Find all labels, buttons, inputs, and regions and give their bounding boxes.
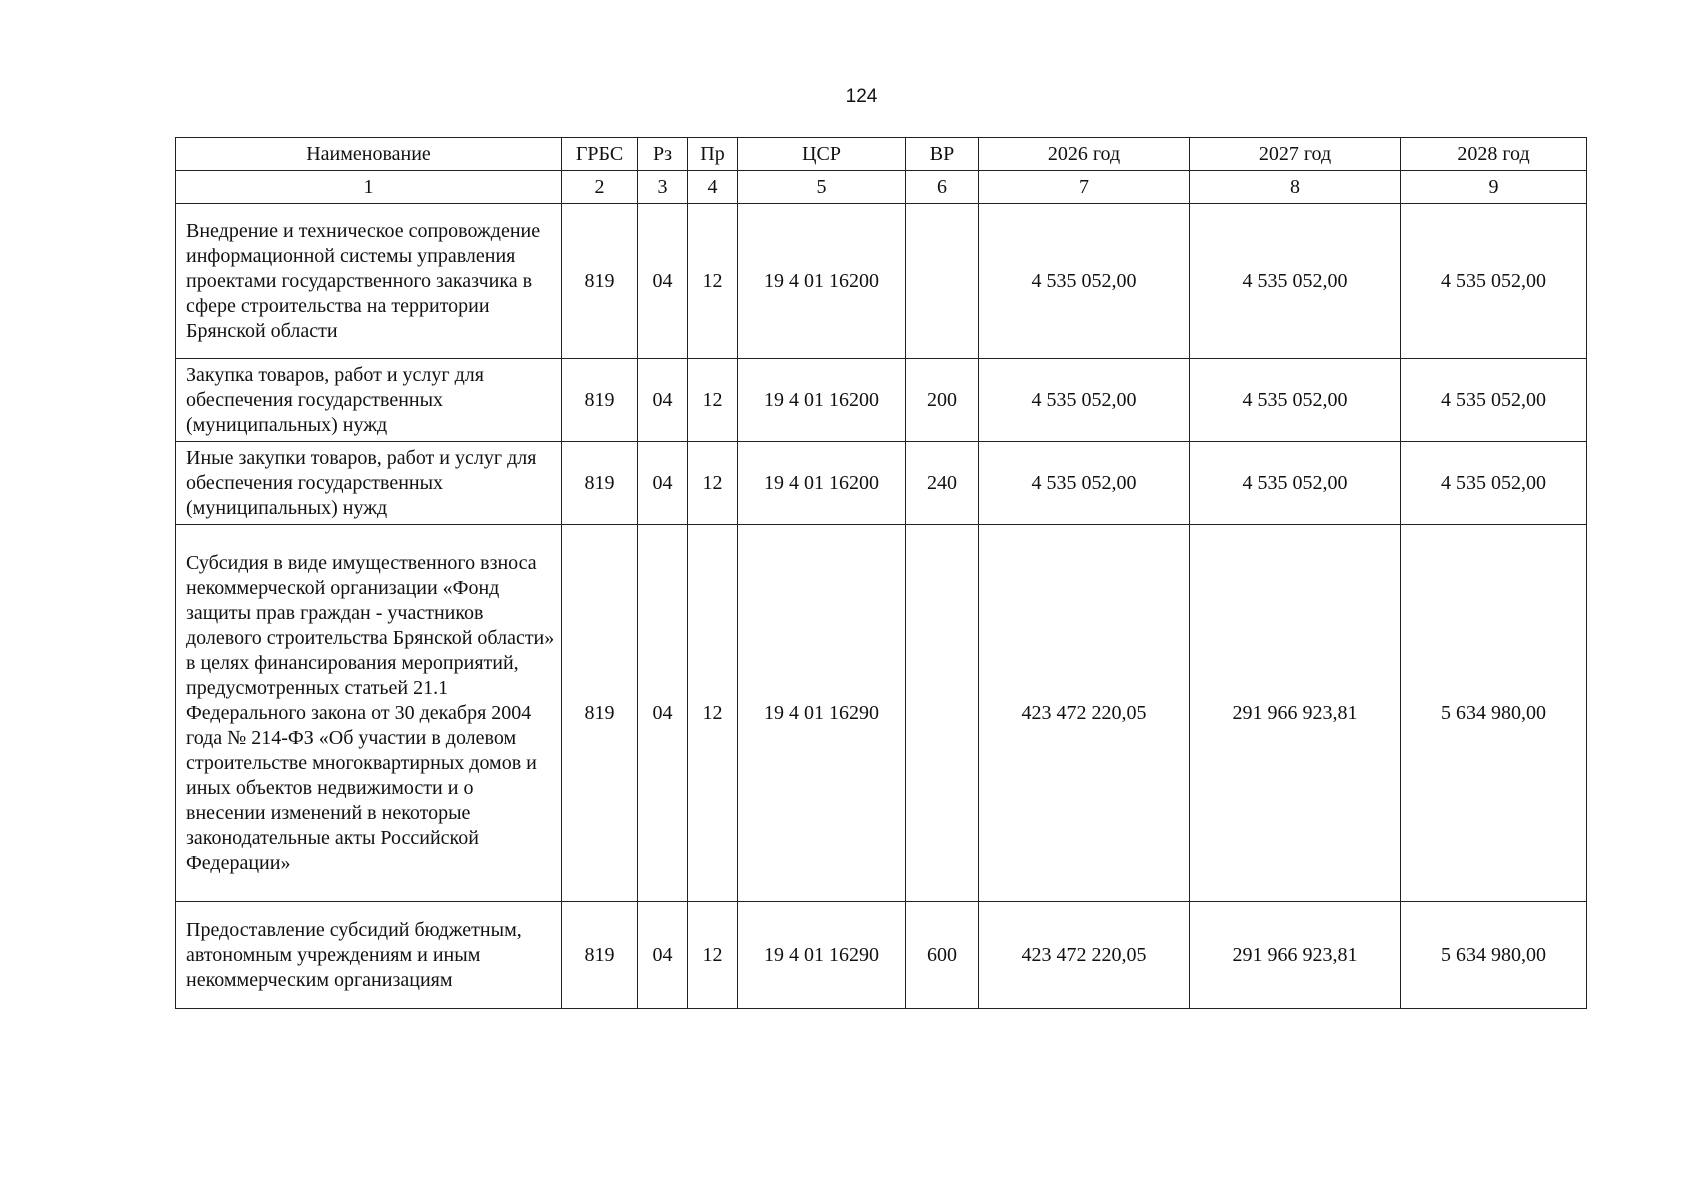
header-rz: Рз xyxy=(638,138,688,171)
column-number: 7 xyxy=(979,171,1190,204)
row-2026: 423 472 220,05 xyxy=(979,525,1190,902)
budget-table xyxy=(175,137,1587,1009)
row-vr xyxy=(906,204,979,359)
row-vr xyxy=(906,525,979,902)
column-number: 4 xyxy=(688,171,738,204)
row-rz: 04 xyxy=(638,902,688,1009)
row-name: Иные закупки товаров, работ и услуг для обеспечения государственных (муниципальных) нужд xyxy=(176,442,562,525)
row-rz: 04 xyxy=(638,442,688,525)
row-rz: 04 xyxy=(638,359,688,442)
row-pr: 12 xyxy=(688,359,738,442)
page-number: 124 xyxy=(845,86,878,107)
header-csr: ЦСР xyxy=(738,138,906,171)
row-name: Субсидия в виде имущественного взноса некоммерческой организации «Фонд защиты прав граждан - участников долевого строительства Брянской области» в целях финансирования мероприятий, предусмотренных статьей 21.1 Федерального закона от 30 декабря 2004 года № 214-ФЗ «Об участии в долевом строительстве многоквартирных домов и иных объектов недвижимости и о внесении изменений в некоторые законодательные акты Российской Федерации» xyxy=(176,525,562,902)
header-row xyxy=(176,138,1587,171)
row-grbs: 819 xyxy=(562,359,638,442)
column-number: 9 xyxy=(1401,171,1587,204)
row-2027: 4 535 052,00 xyxy=(1190,359,1401,442)
row-pr: 12 xyxy=(688,442,738,525)
row-2027: 291 966 923,81 xyxy=(1190,525,1401,902)
row-2027: 4 535 052,00 xyxy=(1190,442,1401,525)
row-2026: 4 535 052,00 xyxy=(979,359,1190,442)
header-pr: Пр xyxy=(688,138,738,171)
row-grbs: 819 xyxy=(562,442,638,525)
row-csr: 19 4 01 16200 xyxy=(738,204,906,359)
row-grbs: 819 xyxy=(562,525,638,902)
row-2027: 291 966 923,81 xyxy=(1190,902,1401,1009)
column-number: 2 xyxy=(562,171,638,204)
row-vr: 200 xyxy=(906,359,979,442)
row-name: Предоставление субсидий бюджетным, автономным учреждениям и иным некоммерческим организациям xyxy=(176,902,562,1009)
row-rz: 04 xyxy=(638,525,688,902)
header-2026: 2026 год xyxy=(979,138,1190,171)
table-row xyxy=(176,442,1587,525)
column-number: 1 xyxy=(176,171,562,204)
header-grbs: ГРБС xyxy=(562,138,638,171)
row-vr: 600 xyxy=(906,902,979,1009)
row-csr: 19 4 01 16200 xyxy=(738,442,906,525)
row-name: Закупка товаров, работ и услуг для обеспечения государственных (муниципальных) нужд xyxy=(176,359,562,442)
header-2027: 2027 год xyxy=(1190,138,1401,171)
column-number-row xyxy=(176,171,1587,204)
row-pr: 12 xyxy=(688,902,738,1009)
row-pr: 12 xyxy=(688,204,738,359)
row-2026: 4 535 052,00 xyxy=(979,204,1190,359)
row-2028: 4 535 052,00 xyxy=(1401,204,1587,359)
row-grbs: 819 xyxy=(562,204,638,359)
column-number: 3 xyxy=(638,171,688,204)
row-rz: 04 xyxy=(638,204,688,359)
header-2028: 2028 год xyxy=(1401,138,1587,171)
row-csr: 19 4 01 16200 xyxy=(738,359,906,442)
row-2027: 4 535 052,00 xyxy=(1190,204,1401,359)
table-row xyxy=(176,359,1587,442)
header-vr: ВР xyxy=(906,138,979,171)
row-grbs: 819 xyxy=(562,902,638,1009)
row-2028: 5 634 980,00 xyxy=(1401,902,1587,1009)
row-2026: 4 535 052,00 xyxy=(979,442,1190,525)
column-number: 8 xyxy=(1190,171,1401,204)
row-2026: 423 472 220,05 xyxy=(979,902,1190,1009)
row-csr: 19 4 01 16290 xyxy=(738,902,906,1009)
row-csr: 19 4 01 16290 xyxy=(738,525,906,902)
column-number: 6 xyxy=(906,171,979,204)
row-name: Внедрение и техническое сопровождение информационной системы управления проектами государственного заказчика в сфере строительства на территории Брянской области xyxy=(176,204,562,359)
header-name: Наименование xyxy=(176,138,562,171)
row-2028: 4 535 052,00 xyxy=(1401,442,1587,525)
row-2028: 5 634 980,00 xyxy=(1401,525,1587,902)
row-2028: 4 535 052,00 xyxy=(1401,359,1587,442)
table-row xyxy=(176,902,1587,1009)
column-number: 5 xyxy=(738,171,906,204)
row-pr: 12 xyxy=(688,525,738,902)
table-row xyxy=(176,204,1587,359)
table-row xyxy=(176,525,1587,902)
row-vr: 240 xyxy=(906,442,979,525)
